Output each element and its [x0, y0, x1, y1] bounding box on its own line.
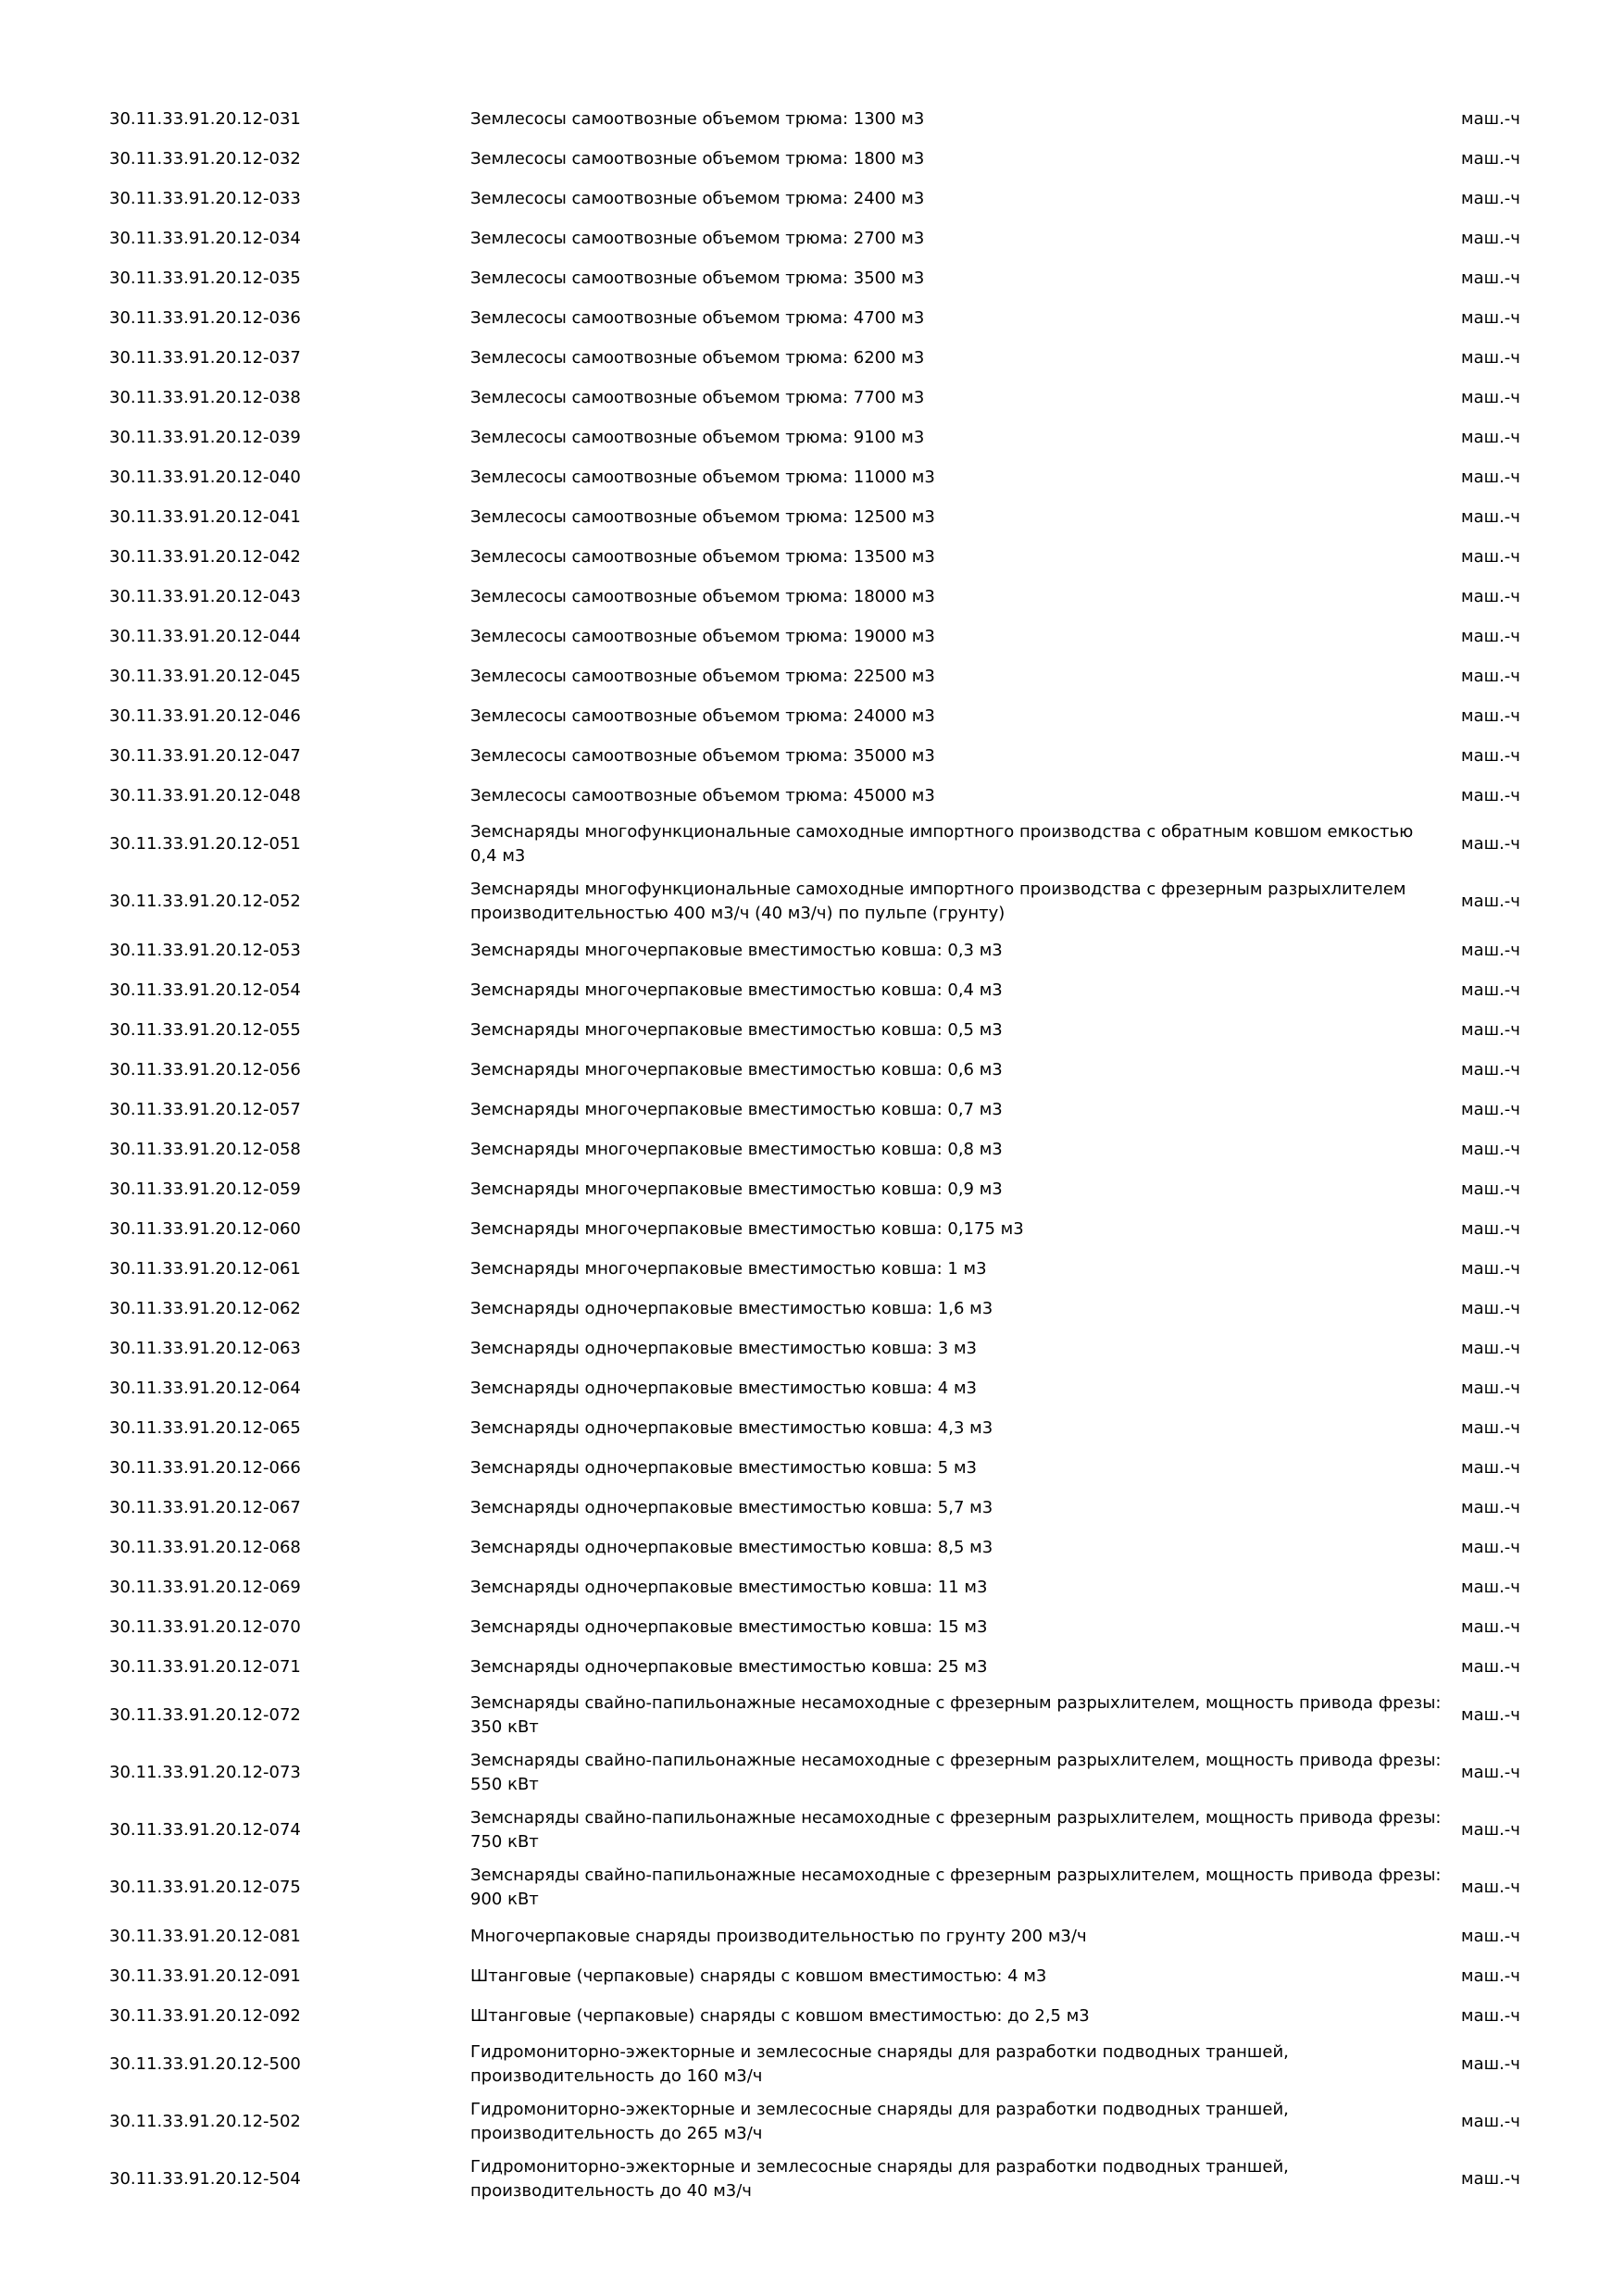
code-cell: 30.11.33.91.20.12-041 — [109, 506, 301, 527]
name-cell: Земснаряды одночерпаковые вместимостью ковша: 3 м3 — [470, 1338, 977, 1358]
name-cell: Штанговые (черпаковые) снаряды с ковшом вместимостью: 4 м3 — [470, 1965, 1047, 1986]
table-row — [109, 1090, 1572, 1129]
unit-cell: маш.-ч — [1461, 387, 1520, 407]
unit-cell: маш.-ч — [1461, 586, 1520, 606]
code-cell: 30.11.33.91.20.12-062 — [109, 1298, 301, 1318]
table-row — [109, 1956, 1572, 1996]
unit-cell: маш.-ч — [1461, 1179, 1520, 1199]
code-cell: 30.11.33.91.20.12-073 — [109, 1763, 301, 1782]
code-cell: 30.11.33.91.20.12-060 — [109, 1218, 301, 1239]
unit-cell: маш.-ч — [1461, 980, 1520, 1000]
unit-cell: маш.-ч — [1461, 1019, 1520, 1040]
code-cell: 30.11.33.91.20.12-061 — [109, 1258, 301, 1279]
code-cell: 30.11.33.91.20.12-066 — [109, 1457, 301, 1478]
code-cell: 30.11.33.91.20.12-502 — [109, 2112, 301, 2131]
table-row — [109, 736, 1572, 776]
table-row — [109, 1687, 1572, 1744]
code-cell: 30.11.33.91.20.12-071 — [109, 1656, 301, 1677]
code-cell: 30.11.33.91.20.12-054 — [109, 980, 301, 1000]
code-cell: 30.11.33.91.20.12-036 — [109, 307, 301, 328]
table-row — [109, 139, 1572, 179]
table-row — [109, 1744, 1572, 1802]
table-row — [109, 1488, 1572, 1528]
name-cell: Земснаряды одночерпаковые вместимостью ковша: 8,5 м3 — [470, 1537, 993, 1557]
code-cell: 30.11.33.91.20.12-038 — [109, 387, 301, 407]
table-row — [109, 1169, 1572, 1209]
unit-cell: маш.-ч — [1461, 705, 1520, 726]
table-row — [109, 1249, 1572, 1289]
table-row — [109, 179, 1572, 218]
table-row — [109, 2093, 1572, 2151]
unit-cell: маш.-ч — [1461, 1926, 1520, 1946]
name-cell: Землесосы самоотвозные объемом трюма: 24000 м3 — [470, 705, 935, 726]
code-cell: 30.11.33.91.20.12-051 — [109, 834, 301, 854]
unit-cell: маш.-ч — [1461, 1577, 1520, 1597]
name-cell: Земснаряды одночерпаковые вместимостью ковша: 25 м3 — [470, 1656, 988, 1677]
name-cell: Землесосы самоотвозные объемом трюма: 3500 м3 — [470, 268, 925, 288]
code-cell: 30.11.33.91.20.12-040 — [109, 467, 301, 487]
unit-cell: маш.-ч — [1461, 467, 1520, 487]
code-cell: 30.11.33.91.20.12-032 — [109, 148, 301, 168]
table-row — [109, 338, 1572, 378]
name-cell: Землесосы самоотвозные объемом трюма: 9100 м3 — [470, 427, 925, 447]
unit-cell: маш.-ч — [1461, 1457, 1520, 1478]
unit-cell: маш.-ч — [1461, 1417, 1520, 1438]
code-cell: 30.11.33.91.20.12-091 — [109, 1965, 301, 1986]
code-cell: 30.11.33.91.20.12-042 — [109, 546, 301, 567]
code-cell: 30.11.33.91.20.12-057 — [109, 1099, 301, 1119]
name-cell: Гидромониторно-эжекторные и землесосные снаряды для разработки подводных траншей, производительность до 160 м3/ч — [470, 2042, 1289, 2086]
unit-cell: маш.-ч — [1461, 1965, 1520, 1986]
code-cell: 30.11.33.91.20.12-081 — [109, 1926, 301, 1946]
code-cell: 30.11.33.91.20.12-035 — [109, 268, 301, 288]
name-cell: Земснаряды многочерпаковые вместимостью ковша: 0,8 м3 — [470, 1139, 1003, 1159]
unit-cell: маш.-ч — [1461, 1378, 1520, 1398]
table-row — [109, 696, 1572, 736]
table-row — [109, 1368, 1572, 1408]
unit-cell: маш.-ч — [1461, 1298, 1520, 1318]
code-cell: 30.11.33.91.20.12-064 — [109, 1378, 301, 1398]
code-cell: 30.11.33.91.20.12-033 — [109, 188, 301, 208]
name-cell: Земснаряды одночерпаковые вместимостью ковша: 4,3 м3 — [470, 1417, 993, 1438]
table-row — [109, 617, 1572, 656]
name-cell: Землесосы самоотвозные объемом трюма: 35000 м3 — [470, 745, 935, 766]
table-row — [109, 99, 1572, 139]
unit-cell: маш.-ч — [1461, 1099, 1520, 1119]
unit-cell: маш.-ч — [1461, 268, 1520, 288]
unit-cell: маш.-ч — [1461, 427, 1520, 447]
unit-cell: маш.-ч — [1461, 1338, 1520, 1358]
name-cell: Земснаряды одночерпаковые вместимостью ковша: 11 м3 — [470, 1577, 988, 1597]
table-row — [109, 776, 1572, 816]
name-cell: Землесосы самоотвозные объемом трюма: 13500 м3 — [470, 546, 935, 567]
name-cell: Земснаряды одночерпаковые вместимостью ковша: 4 м3 — [470, 1378, 977, 1398]
name-cell: Землесосы самоотвозные объемом трюма: 12500 м3 — [470, 506, 935, 527]
table-row — [109, 873, 1572, 930]
table-row — [109, 1448, 1572, 1488]
unit-cell: маш.-ч — [1461, 666, 1520, 686]
name-cell: Земснаряды многочерпаковые вместимостью ковша: 0,5 м3 — [470, 1019, 1003, 1040]
table-row — [109, 2036, 1572, 2093]
name-cell: Земснаряды одночерпаковые вместимостью ковша: 1,6 м3 — [470, 1298, 993, 1318]
table-row — [109, 656, 1572, 696]
code-cell: 30.11.33.91.20.12-039 — [109, 427, 301, 447]
table-row — [109, 378, 1572, 418]
unit-cell: маш.-ч — [1461, 892, 1520, 911]
machine-list-table — [109, 99, 1572, 2208]
table-row — [109, 1607, 1572, 1647]
table-row — [109, 816, 1572, 873]
name-cell: Землесосы самоотвозные объемом трюма: 4700 м3 — [470, 307, 925, 328]
table-row — [109, 1329, 1572, 1368]
table-row — [109, 298, 1572, 338]
unit-cell: маш.-ч — [1461, 785, 1520, 805]
code-cell: 30.11.33.91.20.12-031 — [109, 108, 301, 129]
unit-cell: маш.-ч — [1461, 1059, 1520, 1079]
code-cell: 30.11.33.91.20.12-070 — [109, 1616, 301, 1637]
name-cell: Земснаряды многочерпаковые вместимостью ковша: 0,4 м3 — [470, 980, 1003, 1000]
name-cell: Землесосы самоотвозные объемом трюма: 11000 м3 — [470, 467, 935, 487]
table-row — [109, 2151, 1572, 2208]
table-row — [109, 258, 1572, 298]
table-row — [109, 1129, 1572, 1169]
code-cell: 30.11.33.91.20.12-504 — [109, 2169, 301, 2189]
table-row — [109, 1209, 1572, 1249]
table-row — [109, 970, 1572, 1010]
name-cell: Гидромониторно-эжекторные и землесосные снаряды для разработки подводных траншей, производительность до 40 м3/ч — [470, 2157, 1289, 2201]
name-cell: Земснаряды многочерпаковые вместимостью ковша: 1 м3 — [470, 1258, 987, 1279]
code-cell: 30.11.33.91.20.12-037 — [109, 347, 301, 368]
unit-cell: маш.-ч — [1461, 228, 1520, 248]
name-cell: Земснаряды одночерпаковые вместимостью ковша: 5,7 м3 — [470, 1497, 993, 1517]
unit-cell: маш.-ч — [1461, 2112, 1520, 2131]
code-cell: 30.11.33.91.20.12-052 — [109, 892, 301, 911]
code-cell: 30.11.33.91.20.12-075 — [109, 1878, 301, 1897]
code-cell: 30.11.33.91.20.12-063 — [109, 1338, 301, 1358]
name-cell: Земснаряды одночерпаковые вместимостью ковша: 5 м3 — [470, 1457, 977, 1478]
name-cell: Земснаряды многофункциональные самоходные импортного производства с фрезерным разрыхлителем производительностью 400 м3/ч (40 м3/ч) по пульпе (грунту) — [470, 880, 1406, 923]
name-cell: Землесосы самоотвозные объемом трюма: 7700 м3 — [470, 387, 925, 407]
table-row — [109, 1916, 1572, 1956]
table-row — [109, 537, 1572, 577]
name-cell: Земснаряды многочерпаковые вместимостью ковша: 0,3 м3 — [470, 940, 1003, 960]
code-cell: 30.11.33.91.20.12-045 — [109, 666, 301, 686]
table-row — [109, 1996, 1572, 2036]
code-cell: 30.11.33.91.20.12-500 — [109, 2054, 301, 2074]
name-cell: Земснаряды многочерпаковые вместимостью ковша: 0,7 м3 — [470, 1099, 1003, 1119]
table-row — [109, 1289, 1572, 1329]
unit-cell: маш.-ч — [1461, 546, 1520, 567]
table-row — [109, 218, 1572, 258]
name-cell: Земснаряды свайно-папильонажные несамоходные с фрезерным разрыхлителем, мощность привода фрезы: 350 кВт — [470, 1693, 1442, 1737]
name-cell: Земснаряды свайно-папильонажные несамоходные с фрезерным разрыхлителем, мощность привода фрезы: 750 кВт — [470, 1808, 1442, 1852]
unit-cell: маш.-ч — [1461, 1705, 1520, 1725]
table-row — [109, 930, 1572, 970]
table-row — [109, 1859, 1572, 1916]
code-cell: 30.11.33.91.20.12-046 — [109, 705, 301, 726]
unit-cell: маш.-ч — [1461, 2169, 1520, 2189]
unit-cell: маш.-ч — [1461, 1616, 1520, 1637]
table-row — [109, 497, 1572, 537]
code-cell: 30.11.33.91.20.12-059 — [109, 1179, 301, 1199]
name-cell: Многочерпаковые снаряды производительностью по грунту 200 м3/ч — [470, 1926, 1087, 1946]
unit-cell: маш.-ч — [1461, 1139, 1520, 1159]
name-cell: Землесосы самоотвозные объемом трюма: 2400 м3 — [470, 188, 925, 208]
table-row — [109, 1408, 1572, 1448]
table-row — [109, 577, 1572, 617]
code-cell: 30.11.33.91.20.12-044 — [109, 626, 301, 646]
name-cell: Земснаряды свайно-папильонажные несамоходные с фрезерным разрыхлителем, мощность привода фрезы: 900 кВт — [470, 1866, 1442, 1909]
unit-cell: маш.-ч — [1461, 1258, 1520, 1279]
unit-cell: маш.-ч — [1461, 188, 1520, 208]
unit-cell: маш.-ч — [1461, 834, 1520, 854]
unit-cell: маш.-ч — [1461, 1878, 1520, 1897]
name-cell: Землесосы самоотвозные объемом трюма: 45000 м3 — [470, 785, 935, 805]
code-cell: 30.11.33.91.20.12-058 — [109, 1139, 301, 1159]
unit-cell: маш.-ч — [1461, 745, 1520, 766]
unit-cell: маш.-ч — [1461, 1218, 1520, 1239]
code-cell: 30.11.33.91.20.12-069 — [109, 1577, 301, 1597]
code-cell: 30.11.33.91.20.12-056 — [109, 1059, 301, 1079]
code-cell: 30.11.33.91.20.12-055 — [109, 1019, 301, 1040]
code-cell: 30.11.33.91.20.12-043 — [109, 586, 301, 606]
name-cell: Землесосы самоотвозные объемом трюма: 22500 м3 — [470, 666, 935, 686]
name-cell: Землесосы самоотвозные объемом трюма: 18000 м3 — [470, 586, 935, 606]
unit-cell: маш.-ч — [1461, 1497, 1520, 1517]
table-row — [109, 1528, 1572, 1567]
code-cell: 30.11.33.91.20.12-048 — [109, 785, 301, 805]
unit-cell: маш.-ч — [1461, 307, 1520, 328]
unit-cell: маш.-ч — [1461, 148, 1520, 168]
unit-cell: маш.-ч — [1461, 1763, 1520, 1782]
code-cell: 30.11.33.91.20.12-072 — [109, 1705, 301, 1725]
machine-list-body — [109, 99, 1572, 2208]
name-cell: Землесосы самоотвозные объемом трюма: 1300 м3 — [470, 108, 925, 129]
table-row — [109, 1010, 1572, 1050]
code-cell: 30.11.33.91.20.12-053 — [109, 940, 301, 960]
code-cell: 30.11.33.91.20.12-074 — [109, 1820, 301, 1840]
table-row — [109, 457, 1572, 497]
table-row — [109, 1802, 1572, 1859]
table-row — [109, 418, 1572, 457]
unit-cell: маш.-ч — [1461, 2005, 1520, 2026]
name-cell: Земснаряды многочерпаковые вместимостью ковша: 0,175 м3 — [470, 1218, 1024, 1239]
name-cell: Землесосы самоотвозные объемом трюма: 1800 м3 — [470, 148, 925, 168]
table-row — [109, 1567, 1572, 1607]
unit-cell: маш.-ч — [1461, 347, 1520, 368]
code-cell: 30.11.33.91.20.12-034 — [109, 228, 301, 248]
name-cell: Гидромониторно-эжекторные и землесосные снаряды для разработки подводных траншей, производительность до 265 м3/ч — [470, 2100, 1289, 2143]
name-cell: Земснаряды одночерпаковые вместимостью ковша: 15 м3 — [470, 1616, 988, 1637]
code-cell: 30.11.33.91.20.12-092 — [109, 2005, 301, 2026]
name-cell: Землесосы самоотвозные объемом трюма: 6200 м3 — [470, 347, 925, 368]
name-cell: Земснаряды многочерпаковые вместимостью ковша: 0,9 м3 — [470, 1179, 1003, 1199]
unit-cell: маш.-ч — [1461, 626, 1520, 646]
code-cell: 30.11.33.91.20.12-067 — [109, 1497, 301, 1517]
unit-cell: маш.-ч — [1461, 1656, 1520, 1677]
table-row — [109, 1050, 1572, 1090]
name-cell: Штанговые (черпаковые) снаряды с ковшом вместимостью: до 2,5 м3 — [470, 2005, 1090, 2026]
unit-cell: маш.-ч — [1461, 1820, 1520, 1840]
unit-cell: маш.-ч — [1461, 1537, 1520, 1557]
name-cell: Землесосы самоотвозные объемом трюма: 2700 м3 — [470, 228, 925, 248]
name-cell: Земснаряды многофункциональные самоходные импортного производства с обратным ковшом емкостью 0,4 м3 — [470, 822, 1414, 866]
unit-cell: маш.-ч — [1461, 506, 1520, 527]
code-cell: 30.11.33.91.20.12-068 — [109, 1537, 301, 1557]
code-cell: 30.11.33.91.20.12-065 — [109, 1417, 301, 1438]
name-cell: Земснаряды многочерпаковые вместимостью ковша: 0,6 м3 — [470, 1059, 1003, 1079]
name-cell: Земснаряды свайно-папильонажные несамоходные с фрезерным разрыхлителем, мощность привода фрезы: 550 кВт — [470, 1751, 1442, 1794]
table-row — [109, 1647, 1572, 1687]
unit-cell: маш.-ч — [1461, 108, 1520, 129]
name-cell: Землесосы самоотвозные объемом трюма: 19000 м3 — [470, 626, 935, 646]
unit-cell: маш.-ч — [1461, 940, 1520, 960]
code-cell: 30.11.33.91.20.12-047 — [109, 745, 301, 766]
unit-cell: маш.-ч — [1461, 2054, 1520, 2074]
